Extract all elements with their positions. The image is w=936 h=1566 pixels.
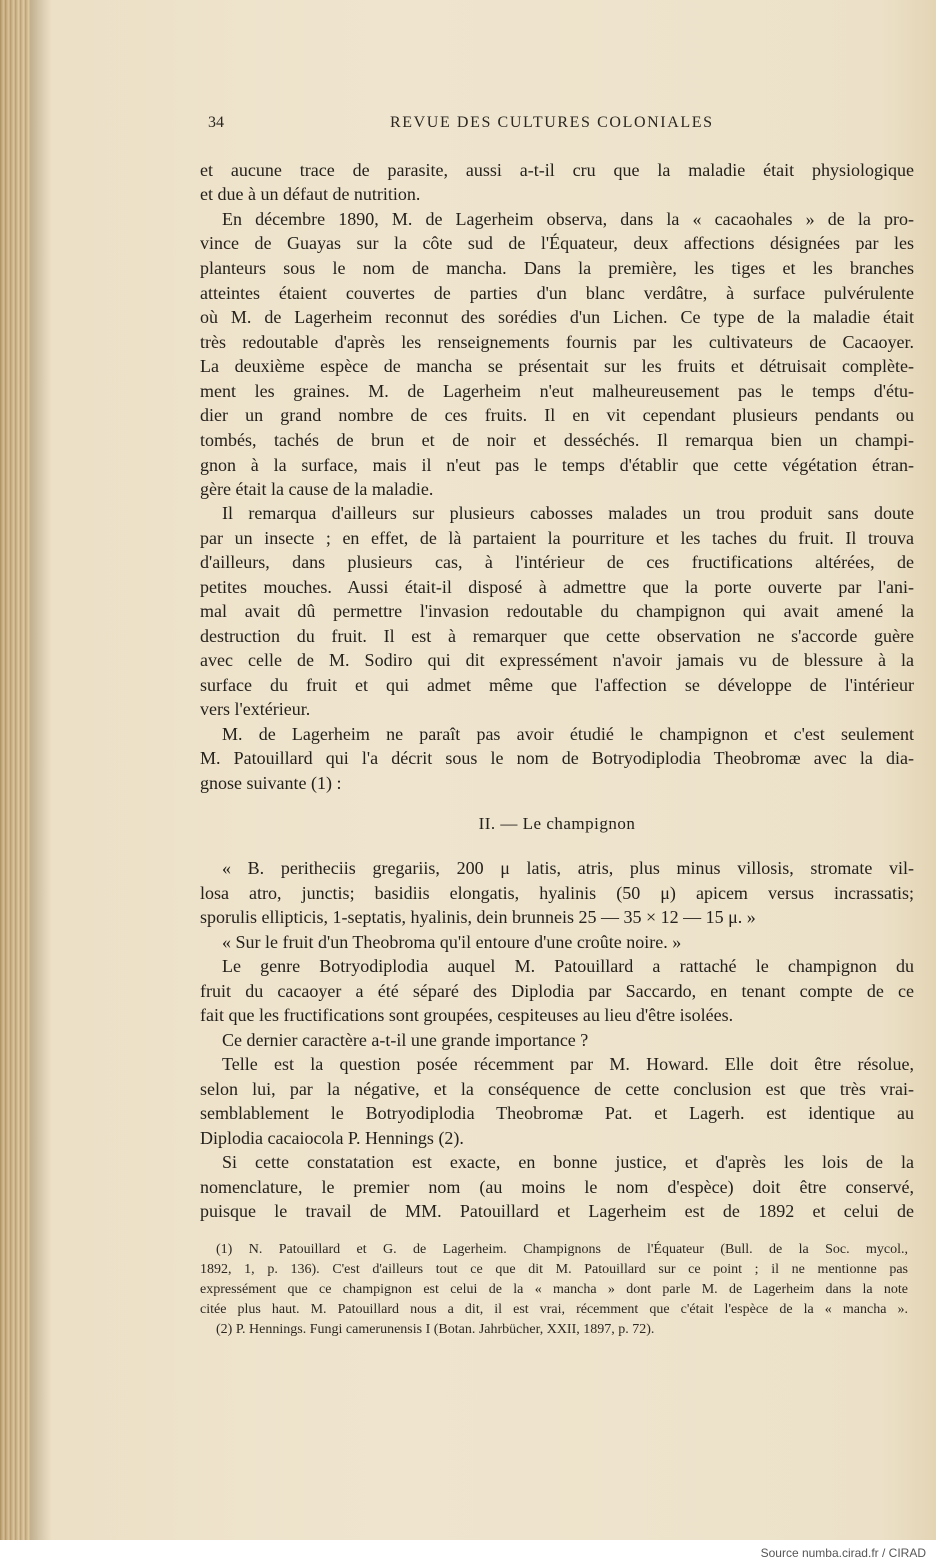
text-line: semblablement le Botryodiplodia Theobromæ Pat. et Lagerh. est identique au bbox=[200, 1103, 914, 1123]
text-line: gnon à la surface, mais il n'eut pas le temps d'établir que cette végétation étran- bbox=[200, 455, 914, 475]
footnote-line: (1) N. Patouillard et G. de Lagerheim. Champignons de l'Équateur (Bull. de la Soc. mycol., bbox=[216, 1242, 908, 1257]
text-line: dier un grand nombre de ces fruits. Il en vit cependant plusieurs pendants ou bbox=[200, 405, 914, 425]
text-line: petites mouches. Aussi était-il disposé à admettre que la porte ouverte par l'ani- bbox=[200, 577, 914, 597]
text-line: et aucune trace de parasite, aussi a-t-il cru que la maladie était physiologique bbox=[200, 160, 914, 180]
text-line: tombés, tachés de brun et de noir et desséchés. Il remarqua bien un champi- bbox=[200, 430, 914, 450]
source-credit: Source numba.cirad.fr / CIRAD bbox=[760, 1546, 926, 1560]
text-line: Telle est la question posée récemment par M. Howard. Elle doit être résolue, bbox=[222, 1054, 914, 1074]
text-line: Si cette constatation est exacte, en bonne justice, et d'après les lois de la bbox=[222, 1152, 914, 1172]
text-line: « B. peritheciis gregariis, 200 μ latis, atris, plus minus villosis, stromate vil- bbox=[222, 858, 914, 878]
section-title: II. — Le champignon bbox=[478, 814, 636, 833]
text-line: M. de Lagerheim ne paraît pas avoir étudié le champignon et c'est seulement bbox=[222, 724, 914, 744]
text-line: fait que les fructifications sont groupées, cespiteuses au lieu d'être isolées. bbox=[200, 1005, 734, 1025]
page-number: 34 bbox=[208, 114, 224, 131]
text-line: et due à un défaut de nutrition. bbox=[200, 184, 421, 204]
text-line: atteintes étaient couvertes de parties d'un blanc verdâtre, à surface pulvérulente bbox=[200, 283, 914, 303]
footnote-line: citée plus haut. M. Patouillard nous a dit, il est vrai, récemment que c'était l'espèce de la « mancha ». bbox=[200, 1302, 908, 1317]
text-line: selon lui, par la négative, et la conséquence de cette conclusion est que très vrai- bbox=[200, 1079, 914, 1099]
text-line: par un insecte ; en effet, de là partaient la pourriture et les taches du fruit. Il trouva bbox=[200, 528, 914, 548]
text-line: ment les graines. M. de Lagerheim n'eut malheureusement pas le temps d'étu- bbox=[200, 381, 914, 401]
journal-title: REVUE DES CULTURES COLONIALES bbox=[390, 114, 714, 131]
text-line: destruction du fruit. Il est à remarquer que cette observation ne s'accorde guère bbox=[200, 626, 914, 646]
text-line: surface du fruit et qui admet même que l'affection se développe de l'intérieur bbox=[200, 675, 914, 695]
running-head bbox=[200, 114, 780, 136]
text-line: d'ailleurs, dans plusieurs cas, à l'intérieur de ces fructifications altérées, de bbox=[200, 552, 914, 572]
page-edge-stack bbox=[0, 0, 30, 1540]
text-line: puisque le travail de MM. Patouillard et Lagerheim est de 1892 et celui de bbox=[200, 1201, 914, 1221]
text-line: En décembre 1890, M. de Lagerheim observa, dans la « cacaohales » de la pro- bbox=[222, 209, 914, 229]
text-line: planteurs sous le nom de mancha. Dans la première, les tiges et les branches bbox=[200, 258, 914, 278]
text-line: Diplodia cacaiocola P. Hennings (2). bbox=[200, 1128, 464, 1148]
gutter-shadow bbox=[30, 0, 52, 1540]
text-line: très redoutable d'après les renseignements fournis par les cultivateurs de Cacaoyer. bbox=[200, 332, 914, 352]
text-line: M. Patouillard qui l'a décrit sous le nom de Botryodiplodia Theobromæ avec la dia- bbox=[200, 748, 914, 768]
text-line: losa atro, junctis; basidiis elongatis, hyalinis (50 μ) apicem versus incrassatis; bbox=[200, 883, 914, 903]
text-line: vers l'extérieur. bbox=[200, 699, 311, 719]
text-line: nomenclature, le premier nom (au moins le nom d'espèce) doit être conservé, bbox=[200, 1177, 914, 1197]
text-line: gère était la cause de la maladie. bbox=[200, 479, 434, 499]
footnote-line: (2) P. Hennings. Fungi camerunensis I (Botan. Jahrbücher, XXII, 1897, p. 72). bbox=[216, 1322, 655, 1337]
footnote-line: expressément que ce champignon est celui de la « mancha » dont parle M. de Lagerheim dans la note bbox=[200, 1282, 908, 1297]
text-line: avec celle de M. Sodiro qui dit expressément n'avoir jamais vu de blessure à la bbox=[200, 650, 914, 670]
text-line: La deuxième espèce de mancha se présentait sur les fruits et détruisait complète- bbox=[200, 356, 914, 376]
text-line: Il remarqua d'ailleurs sur plusieurs cabosses malades un trou produit sans doute bbox=[222, 503, 914, 523]
text-line: Ce dernier caractère a-t-il une grande importance ? bbox=[222, 1030, 589, 1050]
text-line: où M. de Lagerheim reconnut des sorédies d'un Lichen. Ce type de la maladie était bbox=[200, 307, 914, 327]
text-line: « Sur le fruit d'un Theobroma qu'il entoure d'une croûte noire. » bbox=[222, 932, 682, 952]
footnote-line: 1892, 1, p. 136). C'est d'ailleurs tout ce que dit M. Patouillard sur ce point ; il ne mentionne pas bbox=[200, 1262, 908, 1277]
text-line: sporulis ellipticis, 1-septatis, hyalinis, dein brunneis 25 — 35 × 12 — 15 μ. » bbox=[200, 907, 756, 927]
text-line: gnose suivante (1) : bbox=[200, 773, 342, 793]
text-line: mal avait dû permettre l'invasion redoutable du champignon qui avait amené la bbox=[200, 601, 914, 621]
text-line: fruit du cacaoyer a été séparé des Diplodia par Saccardo, en tenant compte de ce bbox=[200, 981, 914, 1001]
text-line: Le genre Botryodiplodia auquel M. Patouillard a rattaché le champignon du bbox=[222, 956, 914, 976]
text-line: vince de Guayas sur la côte sud de l'Équateur, deux affections désignées par les bbox=[200, 233, 914, 253]
